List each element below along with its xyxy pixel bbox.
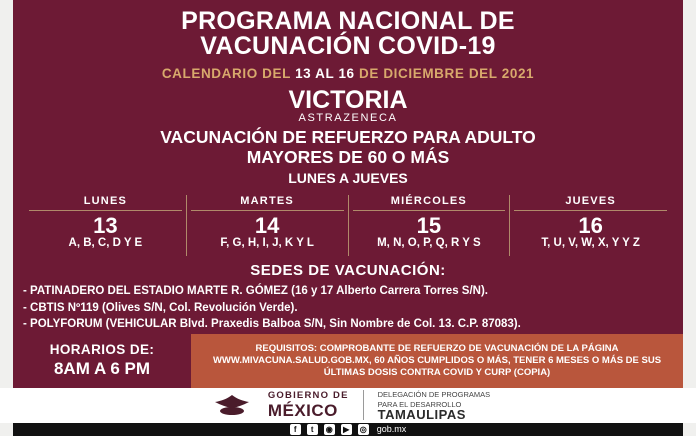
day-letters: A, B, C, D Y E xyxy=(68,237,143,249)
calendar-range xyxy=(13,66,683,81)
city-name: VICTORIA xyxy=(288,86,408,114)
day-name: LUNES xyxy=(29,195,182,211)
schedule-block xyxy=(13,334,191,388)
calendar-dates: 13 AL 16 xyxy=(295,66,355,81)
day-column xyxy=(25,195,186,256)
subtitle xyxy=(13,127,683,167)
title-line-2: VACUNACIÓN COVID-19 xyxy=(200,32,496,60)
requirements-block: REQUISITOS: COMPROBANTE DE REFUERZO DE VACUNACIÓN DE LA PÁGINA WWW.MIVACUNA.SALUD.GOB.MX, 60 AÑOS CUMPLIDOS O MÁS, TENER 6 MESES O MÁS DE SUS ÚLTIMAS DOSIS CONTRA COVID Y CURP (COPIA) xyxy=(191,334,683,388)
day-column xyxy=(509,195,671,256)
poster-title xyxy=(13,9,683,59)
footer xyxy=(0,388,696,423)
globe-icon[interactable]: ◎ xyxy=(358,424,369,435)
poster-content xyxy=(13,0,683,388)
gob-line-2: MÉXICO xyxy=(267,400,338,420)
deleg-state: TAMAULIPAS xyxy=(377,407,466,423)
day-name: MIÉRCOLES xyxy=(353,195,506,211)
day-number: 15 xyxy=(416,213,442,238)
gob-line-1: GOBIERNO DE xyxy=(267,390,349,402)
sedes-title: SEDES DE VACUNACIÓN: xyxy=(250,262,446,279)
title-line-1: PROGRAMA NACIONAL DE xyxy=(181,7,515,35)
youtube-icon[interactable]: ▶ xyxy=(341,424,352,435)
subtitle-line-2: MAYORES DE 60 O MÁS xyxy=(246,147,450,167)
calendar-suffix: DE DICIEMBRE DEL 2021 xyxy=(354,66,535,81)
day-letters: T, U, V, W, X, Y Y Z xyxy=(541,237,640,249)
government-label xyxy=(268,391,349,419)
sede-item: - CBTIS Nº119 (Olives S/N, Col. Revolución Verde). xyxy=(23,301,298,314)
schedule-value: 8AM A 6 PM xyxy=(53,359,151,378)
sedes-list xyxy=(23,284,673,334)
sede-item: - POLYFORUM (VEHICULAR Blvd. Praxedis Balboa S/N, Sin Nombre de Col. 13. C.P. 87083). xyxy=(23,318,521,330)
day-name: MARTES xyxy=(191,195,344,211)
days-range: LUNES A JUEVES xyxy=(288,170,408,186)
day-number: 16 xyxy=(578,213,603,238)
day-letters: F, G, H, I, J, K Y L xyxy=(220,237,314,249)
social-handle[interactable]: gob.mx xyxy=(376,424,407,435)
decorative-right-bar xyxy=(683,0,696,436)
bottom-row xyxy=(13,334,683,388)
footer-divider xyxy=(363,390,364,420)
sede-item: - PATINADERO DEL ESTADIO MARTE R. GÓMEZ (16 y 17 Alberto Carrera Torres S/N). xyxy=(23,285,488,297)
day-number: 14 xyxy=(254,213,280,238)
day-name: JUEVES xyxy=(514,195,667,211)
instagram-icon[interactable]: ◉ xyxy=(324,424,335,435)
delegation-label xyxy=(377,390,491,423)
days-grid xyxy=(25,195,671,256)
social-bar xyxy=(0,423,696,436)
facebook-icon[interactable]: f xyxy=(290,424,301,435)
deleg-line-2: PARA EL DESARROLLO xyxy=(377,400,462,410)
twitter-icon[interactable]: t xyxy=(307,424,318,435)
title-block xyxy=(13,0,683,59)
subtitle-line-1: VACUNACIÓN DE REFUERZO PARA ADULTO xyxy=(160,127,536,147)
day-column xyxy=(348,195,510,256)
calendar-prefix: CALENDARIO DEL xyxy=(161,66,296,81)
day-column xyxy=(186,195,348,256)
day-number: 13 xyxy=(93,213,118,238)
eagle-emblem-icon xyxy=(206,390,258,420)
day-letters: M, N, O, P, Q, R Y S xyxy=(377,237,481,249)
decorative-left-bar xyxy=(0,0,13,436)
vaccine-name: ASTRAZENECA xyxy=(298,112,398,124)
deleg-line-1: DELEGACIÓN DE PROGRAMAS xyxy=(377,390,491,400)
schedule-label: HORARIOS DE: xyxy=(49,342,155,357)
